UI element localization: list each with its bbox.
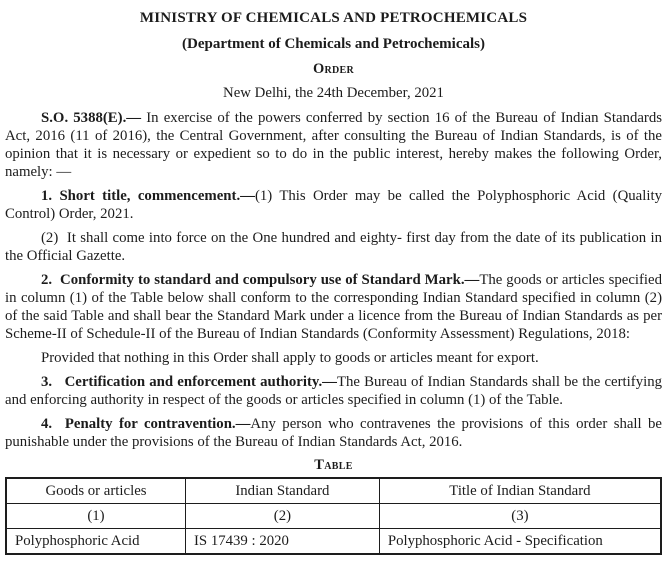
section-3-paragraph [5,373,662,409]
section-2-text: The goods or articles specified in column (1) of the Table below shall conform to the corresponding Indian Standard specified in column (2) of the said Table and shall bear the Standard Mark under a licence from the Bureau of Indian Standards as per Scheme-II of Schedule-II of the Bureau of Indian Standards (Conformity Assessment) Regulations, 2018: [5,272,663,342]
header-title-of-indian-standard: Title of Indian Standard [379,478,661,504]
section-4-paragraph [5,415,662,451]
section-1-paragraph [5,187,662,223]
table-caption: Table [314,457,353,473]
dateline: New Delhi, the 24th December, 2021 [223,85,444,101]
order-heading: Order [312,61,355,77]
header-goods-or-articles: Goods or articles [6,478,185,504]
section-3-lead: 3. Certification and enforcement authority.— [41,374,337,390]
department-subtitle: (Department of Chemicals and Petrochemicals) [182,36,485,52]
section-1-sub-2-paragraph [5,229,662,265]
goods-standards-table [5,477,662,555]
preamble-text: In exercise of the powers conferred by section 16 of the Bureau of Indian Standards Act, 2016 (11 of 2016), the Central Government, after consulting the Bureau of Indian Standards, is of the opinion that it is necessary or expedient so to do in the public interest, hereby makes the following Order, namely: — [5,110,662,180]
section-1-sub-2-text: (2) It shall come into force on the One hundred and eighty- first day from the date of its publication in the Official Gazette. [5,230,662,264]
section-4-text: Any person who contravenes the provisions of this order shall be punishable under the provisions of the Bureau of Indian Standards Act, 2016. [5,416,663,450]
so-number-lead: S.O. 5388(E).— [41,110,142,126]
ministry-title: MINISTRY OF CHEMICALS AND PETROCHEMICALS [139,10,528,26]
column-number-3: (3) [379,504,661,529]
section-2-paragraph [5,271,662,343]
table-column-number-row [6,504,661,529]
cell-title-of-indian-standard: Polyphosphoric Acid - Specification [379,529,661,555]
section-4-lead: 4. Penalty for contravention.— [41,416,251,432]
cell-indian-standard: IS 17439 : 2020 [185,529,379,555]
table-row [6,529,661,555]
column-number-2: (2) [185,504,379,529]
header-indian-standard: Indian Standard [185,478,379,504]
preamble-paragraph [5,109,662,181]
proviso-text: Provided that nothing in this Order shall apply to goods or articles meant for export. [41,350,539,366]
section-3-text: The Bureau of Indian Standards shall be the certifying and enforcing authority in respect of the goods or articles specified in column (1) of the Table. [5,374,662,408]
section-1-lead: 1. Short title, commencement.— [41,188,255,204]
section-1-text: (1) This Order may be called the Polyphosphoric Acid (Quality Control) Order, 2021. [5,188,662,222]
column-number-1: (1) [6,504,185,529]
table-header-row [6,478,661,504]
proviso-paragraph [5,349,662,367]
section-2-lead: 2. Conformity to standard and compulsory use of Standard Mark.— [41,272,480,288]
cell-goods-or-articles: Polyphosphoric Acid [6,529,185,555]
